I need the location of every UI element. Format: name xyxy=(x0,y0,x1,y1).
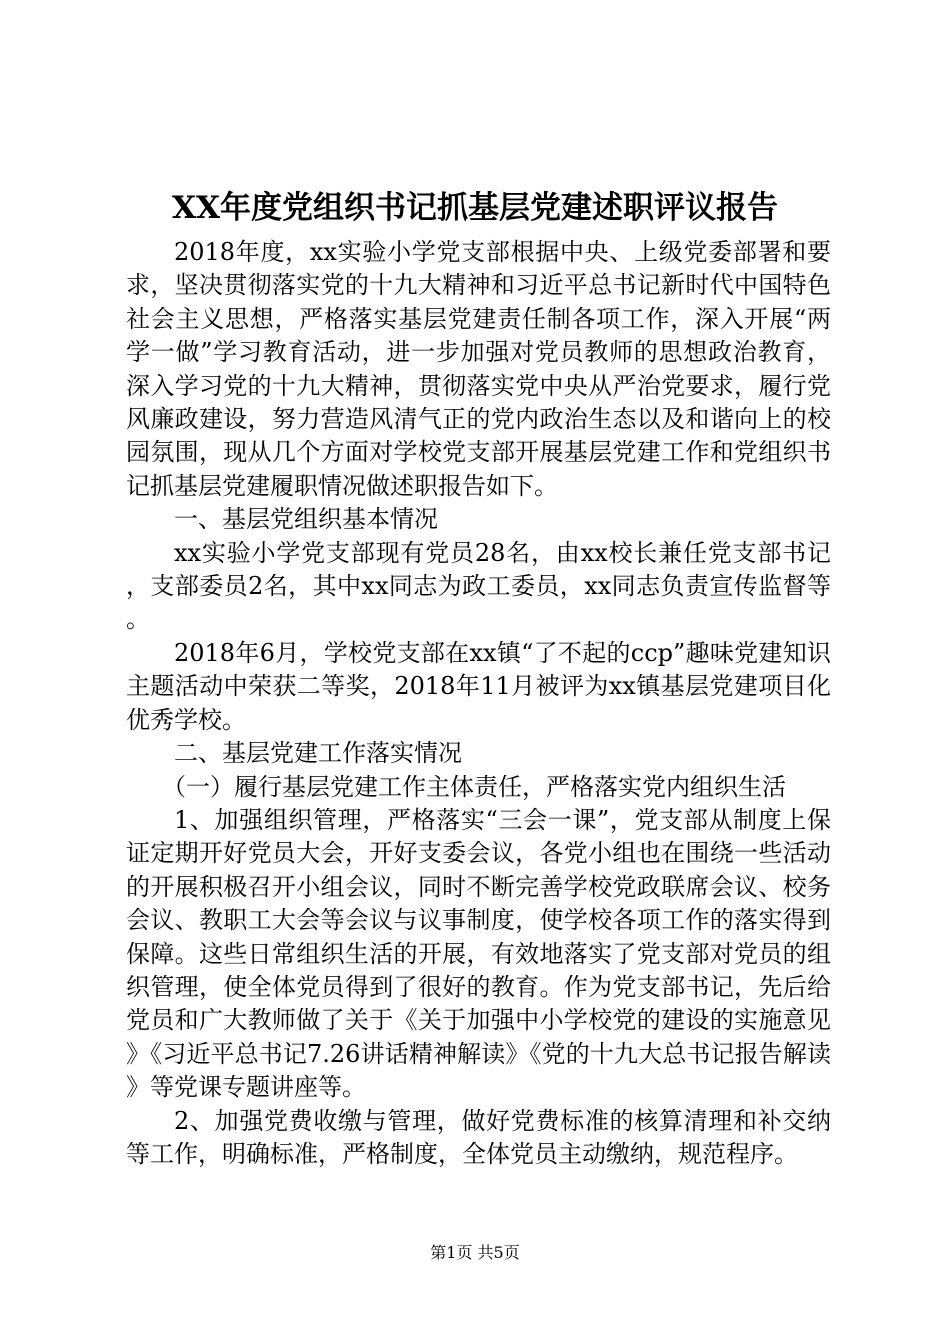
award-paragraph: 2018年6月，学校党支部在xx镇“了不起的ccp”趣味党建知识主题活动中荣获二等奖，2018年11月被评为xx镇基层党建项目化优秀学校。 xyxy=(126,638,831,734)
page-number-footer: 第1页 共5页 xyxy=(430,1243,520,1262)
section-heading-2: 二、基层党建工作落实情况 xyxy=(174,739,462,768)
section-heading-1: 一、基层党组织基本情况 xyxy=(174,505,438,534)
member-info-paragraph: xx实验小学党支部现有党员28名，由xx校长兼任党支部书记，支部委员2名，其中xx同志为政工委员，xx同志负责宣传监督等。 xyxy=(126,538,831,634)
intro-paragraph: 2018年度，xx实验小学党支部根据中央、上级党委部署和要求，坚决贯彻落实党的十九大精神和习近平总书记新时代中国特色社会主义思想，严格落实基层党建责任制各项工作，深入开展“两学一做”学习教育活动，进一步加强对党员教师的思想政治教育，深入学习党的十九大精神，贯彻落实党中央从严治党要求，履行党风廉政建设，努力营造风清气正的党内政治生态以及和谐向上的校园氛围，现从几个方面对学校党支部开展基层党建工作和党组织书记抓基层党建履职情况做述职报告如下。 xyxy=(126,238,831,500)
subsection-heading-1: （一）履行基层党建工作主体责任，严格落实党内组织生活 xyxy=(162,772,786,801)
organization-management-paragraph: 1、加强组织管理，严格落实“三会一课”，党支部从制度上保证定期开好党员大会，开好支委会议，各党小组也在围绕一些活动的开展积极召开小组会议，同时不断完善学校党政联席会议、校务会议、教职工大会等会议与议事制度，使学校各项工作的落实得到保障。这些日常组织生活的开展，有效地落实了党支部对党员的组织管理，使全体党员得到了很好的教育。作为党支部书记，先后给党员和广大教师做了关于《关于加强中小学校党的建设的实施意见》《习近平总书记7.26讲话精神解读》《党的十九大总书记报告解读》等党课专题讲座等。 xyxy=(126,805,831,1102)
document-body xyxy=(126,236,831,1171)
document-title: XX年度党组织书记抓基层党建述职评议报告 xyxy=(171,190,779,226)
party-dues-paragraph: 2、加强党费收缴与管理，做好党费标准的核算清理和补交纳等工作，明确标准，严格制度，全体党员主动缴纳，规范程序。 xyxy=(126,1106,831,1168)
